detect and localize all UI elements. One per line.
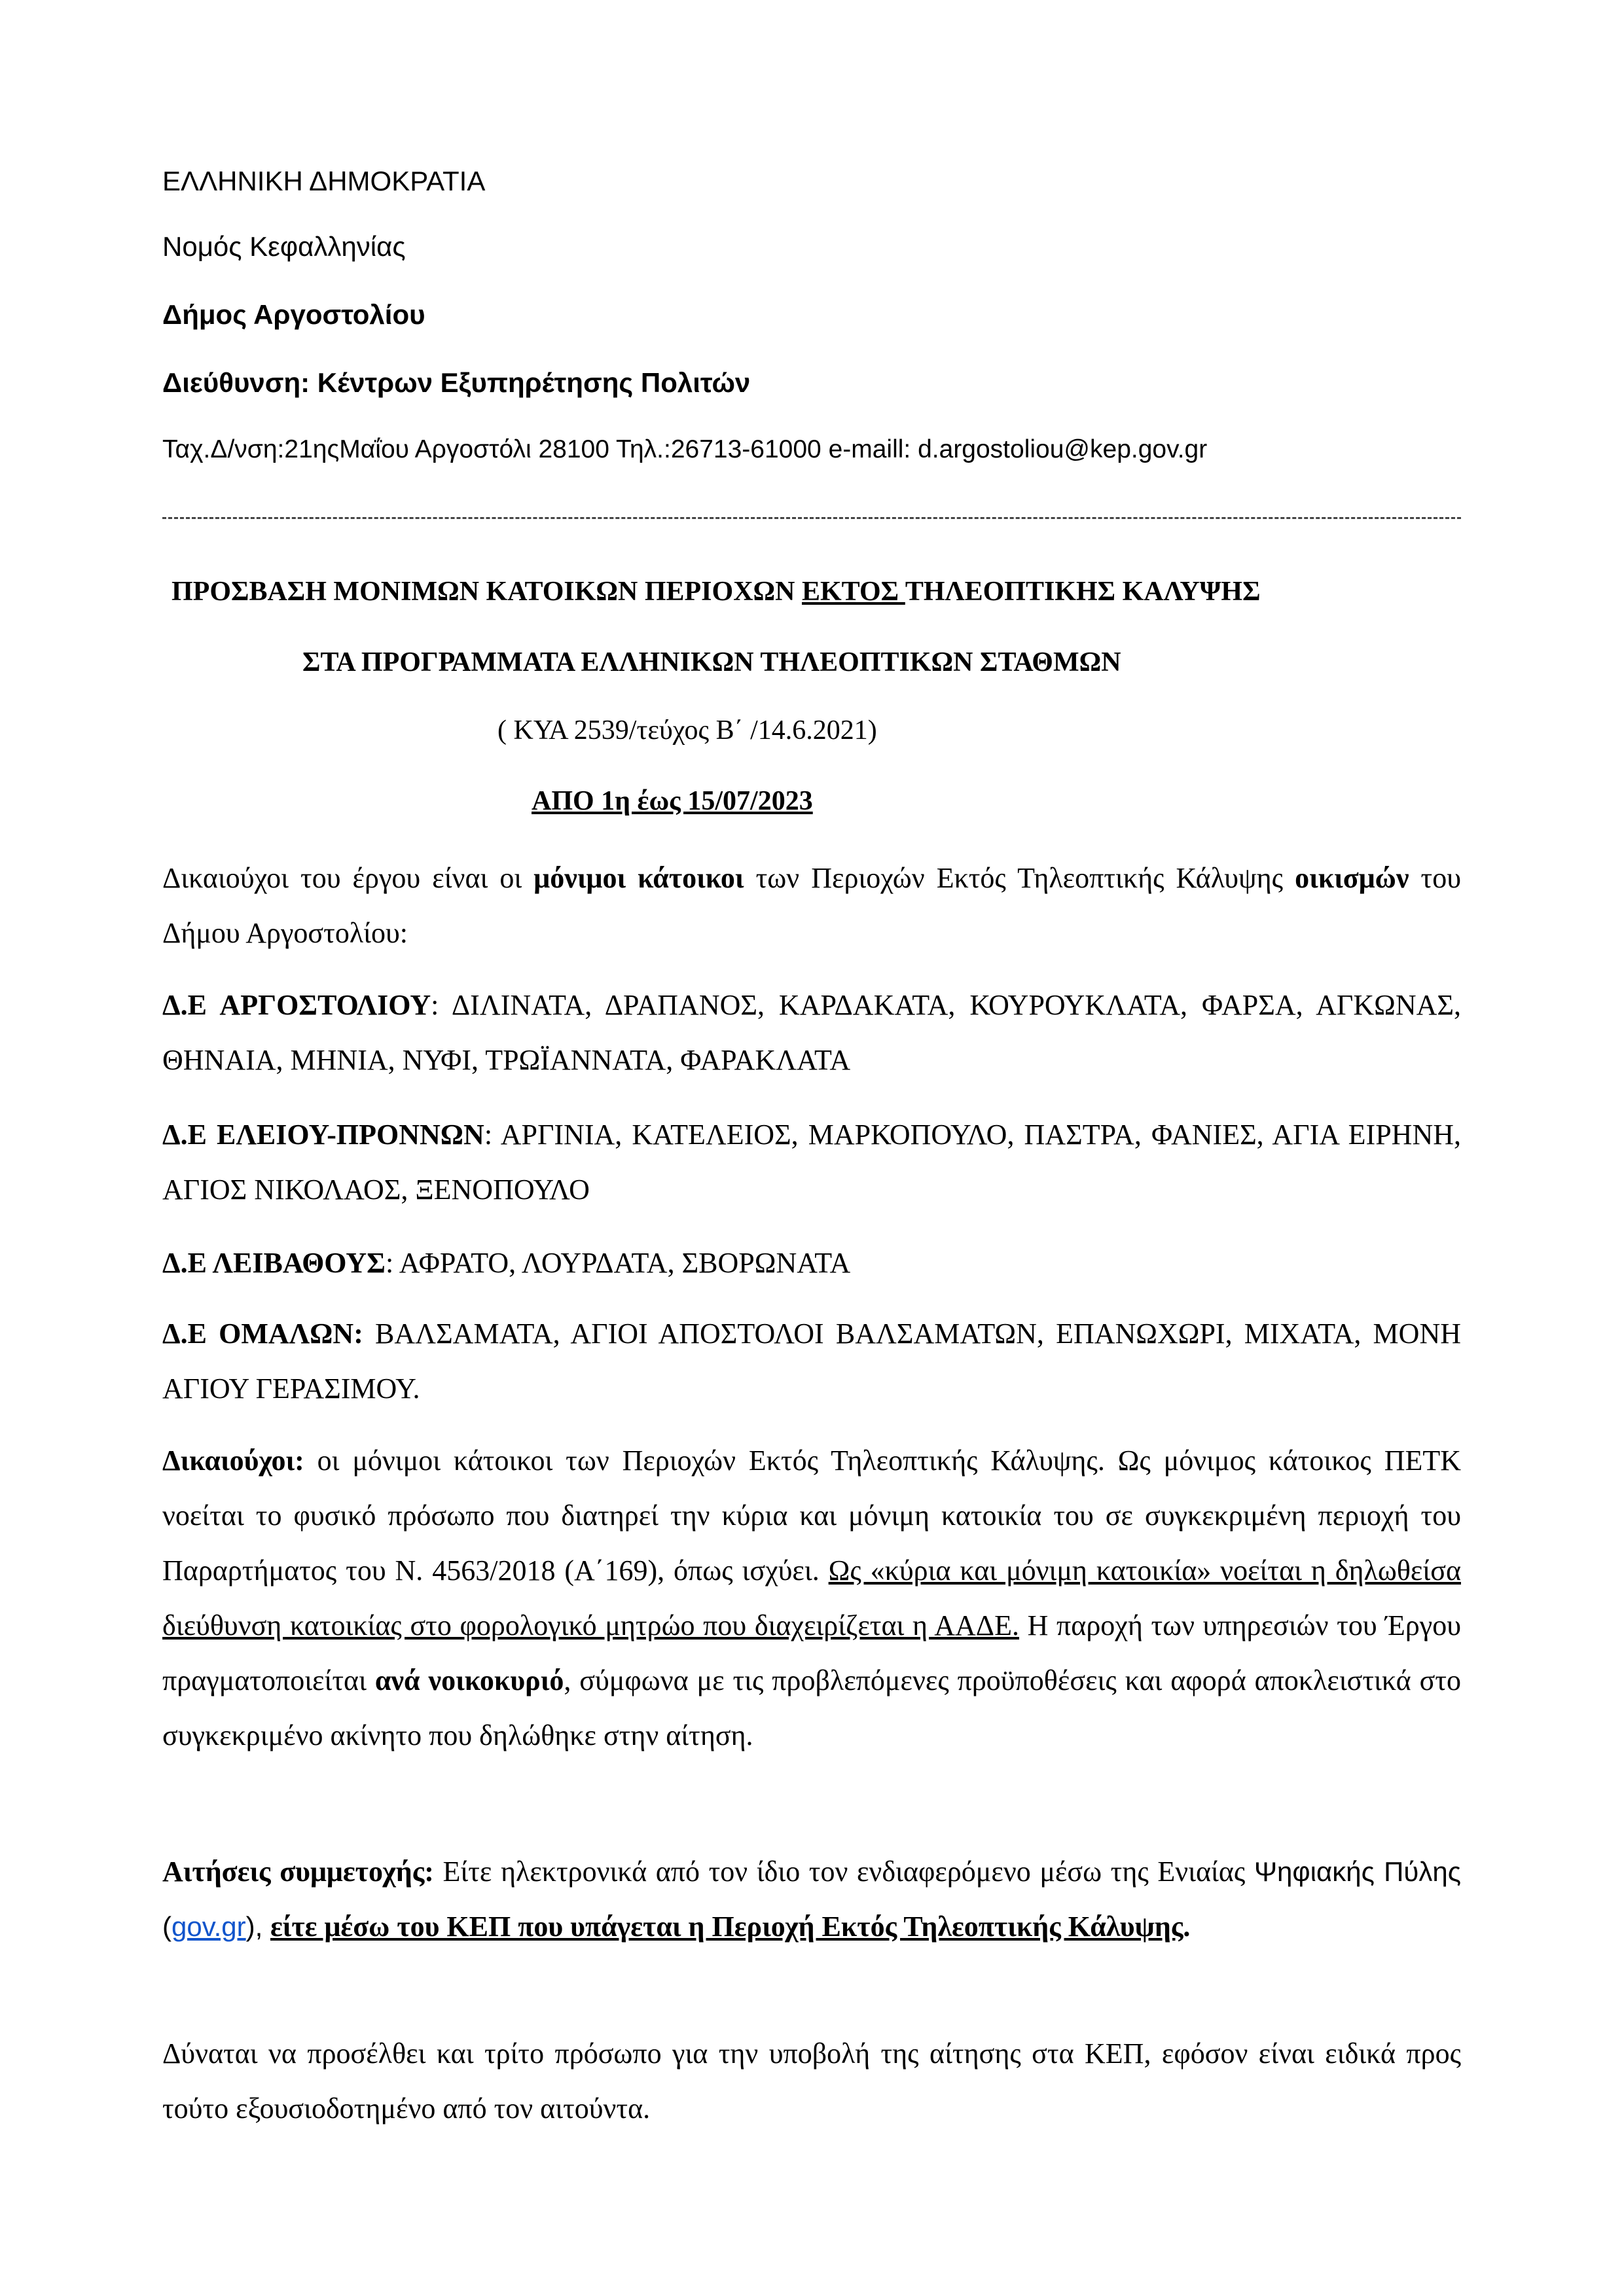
intro-paragraph: Δικαιούχοι του έργου είναι οι μόνιμοι κάτοικοι των Περιοχών Εκτός Τηλεοπτικής Κάλυψης οικισμών του Δήμου Αργοστολίου: bbox=[162, 862, 1462, 949]
unit-omalon: Δ.Ε ΟΜΑΛΩΝ: ΒΑΛΣΑΜΑΤΑ, ΑΓΙΟΙ ΑΠΟΣΤΟΛΟΙ ΒΑΛΣΑΜΑΤΩΝ, ΕΠΑΝΩΧΩΡΙ, ΜΙΧΑΤΑ, ΜΟΝΗ ΑΓΙΟΥ ΓΕΡΑΣΙΜΟΥ. bbox=[162, 1318, 1461, 1405]
header-separator bbox=[162, 517, 1461, 519]
title-period: ΑΠΟ 1η έως 15/07/2023 bbox=[532, 786, 813, 816]
unit-leivathous: Δ.Ε ΛΕΙΒΑΘΟΥΣ: ΑΦΡΑΤΟ, ΛΟΥΡΔΑΤΑ, ΣΒΟΡΩΝΑΤΑ bbox=[162, 1247, 851, 1279]
unit-eleiou-pronnon: Δ.Ε ΕΛΕΙΟΥ-ΠΡΟΝΝΩΝ: ΑΡΓΙΝΙΑ, ΚΑΤΕΛΕΙΟΣ, ΜΑΡΚΟΠΟΥΛΟ, ΠΑΣΤΡΑ, ΦΑΝΙΕΣ, ΑΓΙΑ ΕΙΡΗΝΗ, ΑΓΙΟΣ ΝΙΚΟΛΑΟΣ, ΞΕΝΟΠΟΥΛΟ bbox=[162, 1119, 1462, 1206]
header-municipality: Δήμος Αργοστολίου bbox=[162, 299, 425, 330]
gov-gr-link[interactable]: gov.gr bbox=[171, 1911, 246, 1942]
title-legislation: ( ΚΥΑ 2539/τεύχος Β΄ /14.6.2021) bbox=[497, 715, 877, 745]
beneficiaries-paragraph: Δικαιούχοι: οι μόνιμοι κάτοικοι των Περιοχών Εκτός Τηλεοπτικής Κάλυψης. Ως μόνιμος κάτοικος ΠΕΤΚ νοείται το φυσικό πρόσωπο που διατηρεί την κύρια και μόνιμη κατοικία του σε συγκεκριμένη περιοχή του Παραρτήματος του Ν. 4563/2018 (Α΄169), όπως ισχύει. Ως «κύρια και μόνιμη κατοικία» νοείται η δηλωθείσα διεύθυνση κατοικίας στο φορολογικό μητρώο που διαχειρίζεται η ΑΑΔΕ. Η παροχή των υπηρεσιών του Έργου πραγματοποιείται ανά νοικοκυριό, σύμφωνα με τις προβλεπόμενες προϋποθέσεις και αφορά αποκλειστικά στο συγκεκριμένο ακίνητο που δηλώθηκε στην αίτηση. bbox=[162, 1444, 1462, 1751]
header-contact: Ταχ.Δ/νση:21ηςΜαΐου Αργοστόλι 28100 Τηλ.:26713-61000 e-maill: d.argostoliou@kep.gov.gr bbox=[162, 435, 1208, 463]
third-party-paragraph: Δύναται να προσέλθει και τρίτο πρόσωπο για την υποβολή της αίτησης στα ΚΕΠ, εφόσον είναι ειδικά προς τούτο εξουσιοδοτημένο από τον αιτούντα. bbox=[162, 2037, 1461, 2125]
unit-argostoli: Δ.Ε ΑΡΓΟΣΤΟΛΙΟΥ: ΔΙΛΙΝΑΤΑ, ΔΡΑΠΑΝΟΣ, ΚΑΡΔΑΚΑΤΑ, ΚΟΥΡΟΥΚΛΑΤΑ, ΦΑΡΣΑ, ΑΓΚΩΝΑΣ, ΘΗΝΑΙΑ, ΜΗΝΙΑ, ΝΥΦΙ, ΤΡΩΪΑΝΝΑΤΑ, ΦΑΡΑΚΛΑΤΑ bbox=[162, 989, 1461, 1076]
header-directorate: Διεύθυνση: Κέντρων Εξυπηρέτησης Πολιτών bbox=[162, 367, 751, 398]
title-line-2: ΣΤΑ ΠΡΟΓΡΑΜΜΑΤΑ ΕΛΛΗΝΙΚΩΝ ΤΗΛΕΟΠΤΙΚΩΝ ΣΤΑΘΜΩΝ bbox=[302, 647, 1121, 677]
header-prefecture: Νομός Κεφαλληνίας bbox=[162, 231, 406, 262]
header-country: ΕΛΛΗΝΙΚΗ ΔΗΜΟΚΡΑΤΙΑ bbox=[162, 166, 486, 196]
title-line-1: ΠΡΟΣΒΑΣΗ ΜΟΝΙΜΩΝ ΚΑΤΟΙΚΩΝ ΠΕΡΙΟΧΩΝ ΕΚΤΟΣ ΤΗΛΕΟΠΤΙΚΗΣ ΚΑΛΥΨΗΣ bbox=[171, 577, 1261, 607]
applications-paragraph: Αιτήσεις συμμετοχής: Είτε ηλεκτρονικά από τον ίδιο τον ενδιαφερόμενο μέσω της Ενιαίας Ψηφιακής Πύλης (gov.gr), είτε μέσω του ΚΕΠ που υπάγεται η Περιοχή Εκτός Τηλεοπτικής Κάλυψης. bbox=[162, 1856, 1461, 1943]
